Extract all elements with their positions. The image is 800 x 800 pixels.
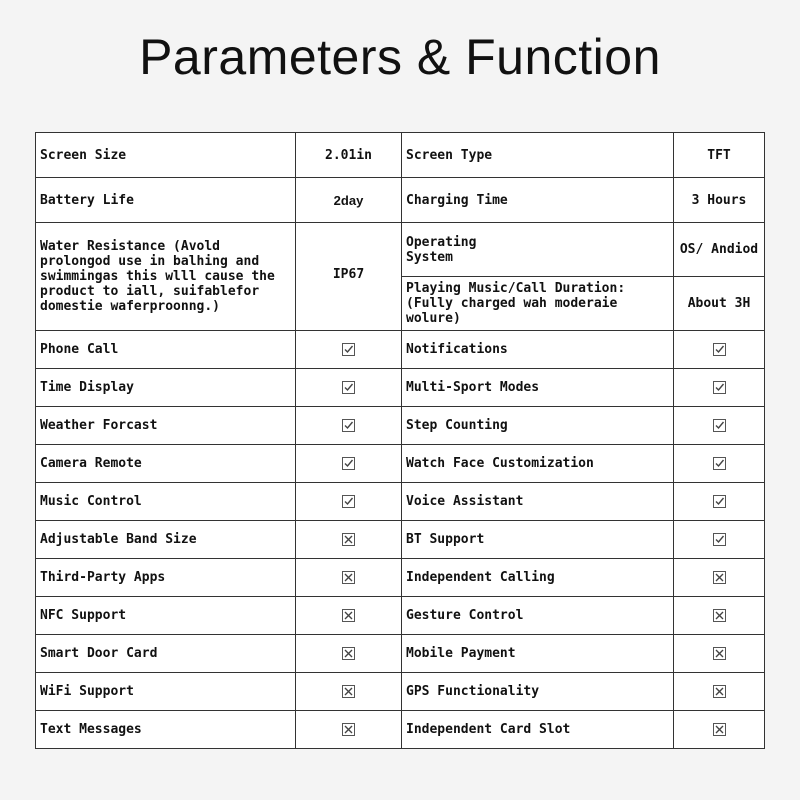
checkbox-checked-icon	[713, 533, 726, 546]
feature-status	[296, 483, 402, 521]
feature-label: Gesture Control	[402, 597, 674, 635]
checkbox-crossed-icon	[342, 647, 355, 660]
checkbox-crossed-icon	[342, 723, 355, 736]
feature-status	[674, 673, 765, 711]
table-row	[36, 407, 765, 445]
feature-status	[296, 369, 402, 407]
checkbox-checked-icon	[342, 381, 355, 394]
feature-label: Phone Call	[36, 331, 296, 369]
feature-label: Third-Party Apps	[36, 559, 296, 597]
spec-table	[35, 132, 765, 749]
checkbox-checked-icon	[342, 495, 355, 508]
checkbox-checked-icon	[713, 343, 726, 356]
feature-label: WiFi Support	[36, 673, 296, 711]
feature-status	[296, 559, 402, 597]
feature-status	[674, 711, 765, 749]
feature-label: Smart Door Card	[36, 635, 296, 673]
feature-status	[674, 597, 765, 635]
checkbox-checked-icon	[713, 457, 726, 470]
screen-type-label: Screen Type	[402, 133, 674, 178]
feature-label: GPS Functionality	[402, 673, 674, 711]
feature-status	[674, 635, 765, 673]
feature-status	[296, 521, 402, 559]
checkbox-crossed-icon	[713, 723, 726, 736]
checkbox-checked-icon	[342, 457, 355, 470]
feature-label: Camera Remote	[36, 445, 296, 483]
table-row	[36, 445, 765, 483]
feature-label: Mobile Payment	[402, 635, 674, 673]
checkbox-checked-icon	[713, 381, 726, 394]
table-row	[36, 369, 765, 407]
checkbox-crossed-icon	[713, 647, 726, 660]
checkbox-crossed-icon	[713, 571, 726, 584]
feature-status	[296, 673, 402, 711]
feature-label: Multi-Sport Modes	[402, 369, 674, 407]
feature-label: Notifications	[402, 331, 674, 369]
water-resistance-value: IP67	[296, 223, 402, 331]
table-row	[36, 673, 765, 711]
feature-label: Step Counting	[402, 407, 674, 445]
feature-status	[674, 369, 765, 407]
feature-label: Weather Forcast	[36, 407, 296, 445]
feature-status	[674, 331, 765, 369]
feature-label: Independent Card Slot	[402, 711, 674, 749]
feature-label: Independent Calling	[402, 559, 674, 597]
table-row	[36, 521, 765, 559]
water-resistance-label: Water Resistance (Avold prolongod use in balhing and swimmingas this wlll cause the product to iall, suifablefor domestie waferproonng.)	[36, 223, 296, 331]
table-row	[36, 178, 765, 223]
feature-status	[674, 407, 765, 445]
feature-status	[296, 407, 402, 445]
feature-label: Time Display	[36, 369, 296, 407]
feature-label: NFC Support	[36, 597, 296, 635]
table-row	[36, 331, 765, 369]
screen-size-label: Screen Size	[36, 133, 296, 178]
checkbox-crossed-icon	[342, 685, 355, 698]
charging-label: Charging Time	[402, 178, 674, 223]
feature-label: BT Support	[402, 521, 674, 559]
table-row	[36, 635, 765, 673]
screen-size-value: 2.01in	[296, 133, 402, 178]
table-row	[36, 133, 765, 178]
feature-status	[674, 483, 765, 521]
feature-label: Adjustable Band Size	[36, 521, 296, 559]
feature-status	[674, 559, 765, 597]
feature-status	[296, 331, 402, 369]
table-row	[36, 597, 765, 635]
checkbox-checked-icon	[342, 343, 355, 356]
feature-status	[296, 711, 402, 749]
table-row	[36, 711, 765, 749]
music-duration-label: Playing Music/Call Duration: (Fully charged wah moderaie wolure)	[402, 277, 674, 331]
table-row	[36, 483, 765, 521]
feature-status	[296, 635, 402, 673]
feature-status	[674, 445, 765, 483]
screen-type-value: TFT	[674, 133, 765, 178]
feature-label: Music Control	[36, 483, 296, 521]
checkbox-crossed-icon	[342, 533, 355, 546]
checkbox-checked-icon	[713, 419, 726, 432]
feature-status	[296, 445, 402, 483]
checkbox-crossed-icon	[713, 609, 726, 622]
checkbox-crossed-icon	[342, 571, 355, 584]
os-value: OS/ Andiod	[674, 223, 765, 277]
table-row	[36, 559, 765, 597]
os-label: Operating System	[402, 223, 674, 277]
feature-label: Voice Assistant	[402, 483, 674, 521]
music-duration-value: About 3H	[674, 277, 765, 331]
checkbox-checked-icon	[342, 419, 355, 432]
battery-label: Battery Life	[36, 178, 296, 223]
page-title: Parameters & Function	[139, 29, 661, 85]
battery-value: 2day	[296, 178, 402, 223]
checkbox-checked-icon	[713, 495, 726, 508]
checkbox-crossed-icon	[713, 685, 726, 698]
feature-status	[296, 597, 402, 635]
feature-label: Watch Face Customization	[402, 445, 674, 483]
charging-value: 3 Hours	[674, 178, 765, 223]
table-row	[36, 223, 765, 277]
feature-status	[674, 521, 765, 559]
feature-label: Text Messages	[36, 711, 296, 749]
checkbox-crossed-icon	[342, 609, 355, 622]
